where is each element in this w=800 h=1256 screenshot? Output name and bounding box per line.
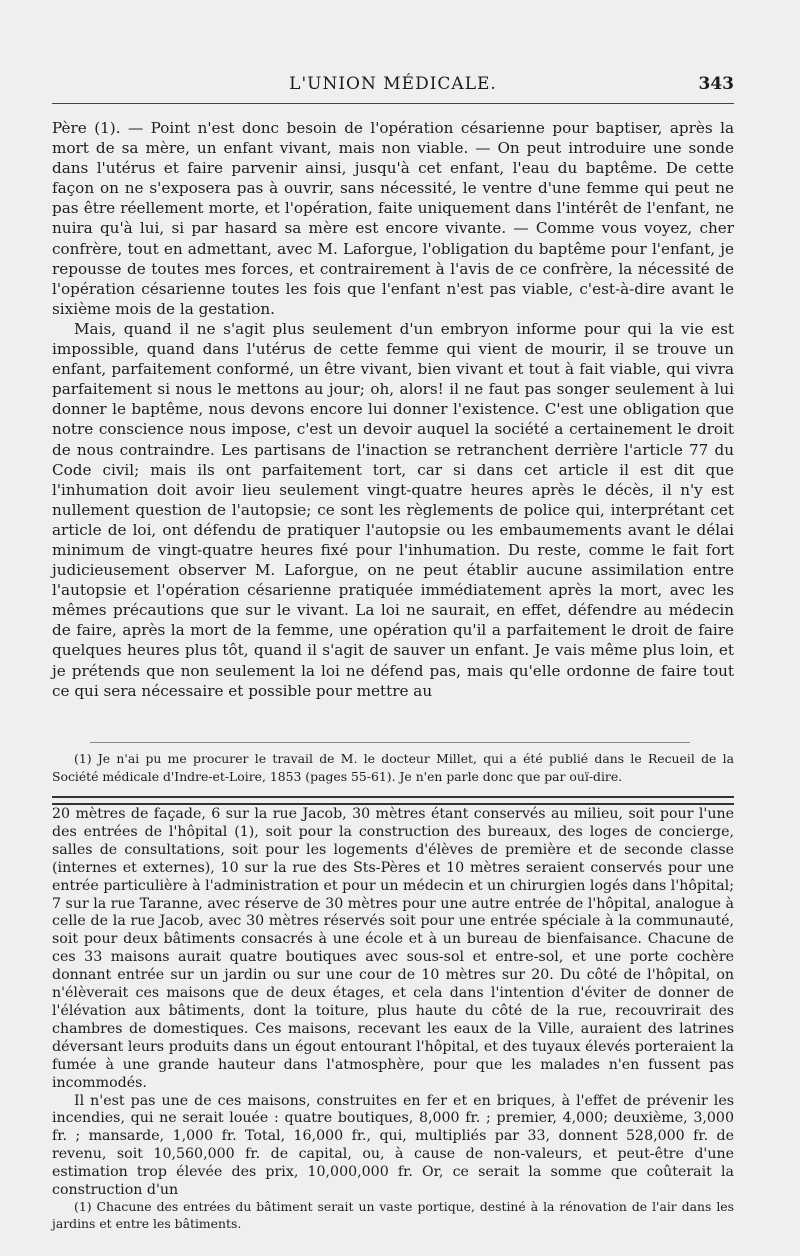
footnote [52, 750, 734, 786]
feuilleton-paragraph: Il n'est pas une de ces maisons, construites en fer et en briques, à l'effet de prévenir les incendies, qui ne serait louée : quatre boutiques, 8,000 fr. ; premier, 4,000; deuxième, 3,000 fr. ; mansarde, 1,000 fr. Total, 16,000 fr., qui, multipliés par 33, donnent 528,000 fr. de revenu, soit 10,560,000 fr. de capital, ou, à cause de non-valeurs, et peut-être d'une estimation trop élevée des prix, 10,000,000 fr. Or, ce serait la somme que coûterait la construction d'un [52, 1092, 734, 1199]
footnote-text: (1) Je n'ai pu me procurer le travail de M. le docteur Millet, qui a été publié dans le Recueil de la Société médicale d'Indre-et-Loire, 1853 (pages 55-61). Je n'en parle donc que par ouï-dire. [52, 751, 734, 784]
main-paragraph: Mais, quand il ne s'agit plus seulement d'un embryon informe pour qui la vie est impossible, quand dans l'utérus de cette femme qui vient de mourir, il se trouve un enfant, parfaitement conformé, un être vivant, bien vivant et tout à fait viable, qui vivra parfaitement si nous le mettons au jour; oh, alors! il ne faut pas songer seulement à lui donner le baptême, nous devons encore lui donner l'existence. C'est une obligation que notre conscience nous impose, c'est un devoir auquel la société a certainement le droit de nous contraindre. Les partisans de l'inaction se retranchent derrière l'article 77 du Code civil; mais ils ont parfaitement tort, car si dans cet article il est dit que l'inhumation doit avoir lieu seulement vingt-quatre heures après le décès, il n'y est nullement question de l'autopsie; ce sont les règlements de police qui, interprétant cet article de loi, ont défendu de pratiquer l'autopsie ou les embaumements avant le délai minimum de vingt-quatre heures fixé pour l'inhumation. Du reste, comme le fait fort judicieusement observer M. Laforgue, on ne peut établir aucune assimilation entre l'autopsie et l'opération césarienne pratiquée immédiatement après la mort, avec les mêmes précautions que sur le vivant. La loi ne saurait, en effet, défendre au médecin de faire, après la mort de la femme, une opération qu'il a parfaitement le droit de faire quelques heures plus tôt, quand il s'agit de sauver un enfant. Je vais même plus loin, et je prétends que non seulement la loi ne défend pas, mais qu'elle ordonne de faire tout ce qui sera nécessaire et possible pour mettre au [52, 319, 734, 700]
footnote [52, 1198, 734, 1232]
footnote-rule [90, 742, 690, 743]
main-article [52, 118, 734, 701]
footnote-text: (1) Chacune des entrées du bâtiment serait un vaste portique, destiné à la rénovation de l'air dans les jardins et entre les bâtiments. [52, 1199, 734, 1231]
main-paragraph: Père (1). — Point n'est donc besoin de l'opération césarienne pour baptiser, après la mort de sa mère, un enfant vivant, mais non viable. — On peut introduire une sonde dans l'utérus et faire parvenir ainsi, jusqu'à cet enfant, l'eau du baptême. De cette façon on ne s'exposera pas à ouvrir, sans nécessité, le ventre d'une femme qui peut ne pas être réellement morte, et l'opération, faite uniquement dans l'intérêt de l'enfant, ne nuira qu'à lui, si par hasard sa mère est encore vivante. — Comme vous voyez, cher confrère, tout en admettant, avec M. Laforgue, l'obligation du baptême pour l'enfant, je repousse de toutes mes forces, et contrairement à l'avis de ce confrère, la nécessité de l'opération césarienne toutes les fois que l'enfant n'est pas viable, c'est-à-dire avant le sixième mois de la gestation. [52, 119, 734, 318]
running-header [52, 72, 734, 96]
header-rule [52, 103, 734, 104]
journal-title: L'UNION MÉDICALE. [289, 74, 497, 94]
feuilleton-paragraph: 20 mètres de façade, 6 sur la rue Jacob, 30 mètres étant conservés au milieu, soit pour l'une des entrées de l'hôpital (1), soit pour la construction des bureaux, des loges de concierge, salles de consultations, soit pour les logements d'élèves de première et de seconde classe (internes et externes), 10 sur la rue des Sts-Pères et 10 mètres seraient conservés pour une entrée particulière à l'administration et pour un médecin et un chirurgien logés dans l'hôpital; 7 sur la rue Taranne, avec réserve de 30 mètres pour une autre entrée de l'hôpital, analogue à celle de la rue Jacob, avec 30 mètres réservés soit pour une entrée spéciale à la communauté, soit pour deux bâtiments consacrés à une école et à un bureau de bienfaisance. Chacune de ces 33 maisons aurait quatre boutiques avec sous-sol et entre-sol, et une porte cochère donnant entrée sur un jardin ou sur une cour de 10 mètres sur 20. Du côté de l'hôpital, on n'élèverait ces maisons que de deux étages, et cela dans l'intention d'éviter de donner de l'élévation aux bâtiments, dont la toiture, plus haute du côté de la rue, recouvrirait des chambres de domestiques. Ces maisons, recevant les eaux de la Ville, auraient des latrines déversant leurs produits dans un égout entourant l'hôpital, et des tuyaux élevés porteraient la fumée à une grande hauteur dans l'atmosphère, pour que les malades n'en fussent pas incommodés. [52, 806, 734, 1091]
section-divider [52, 796, 734, 805]
page-number: 343 [698, 74, 734, 94]
feuilleton-article [52, 806, 734, 1200]
